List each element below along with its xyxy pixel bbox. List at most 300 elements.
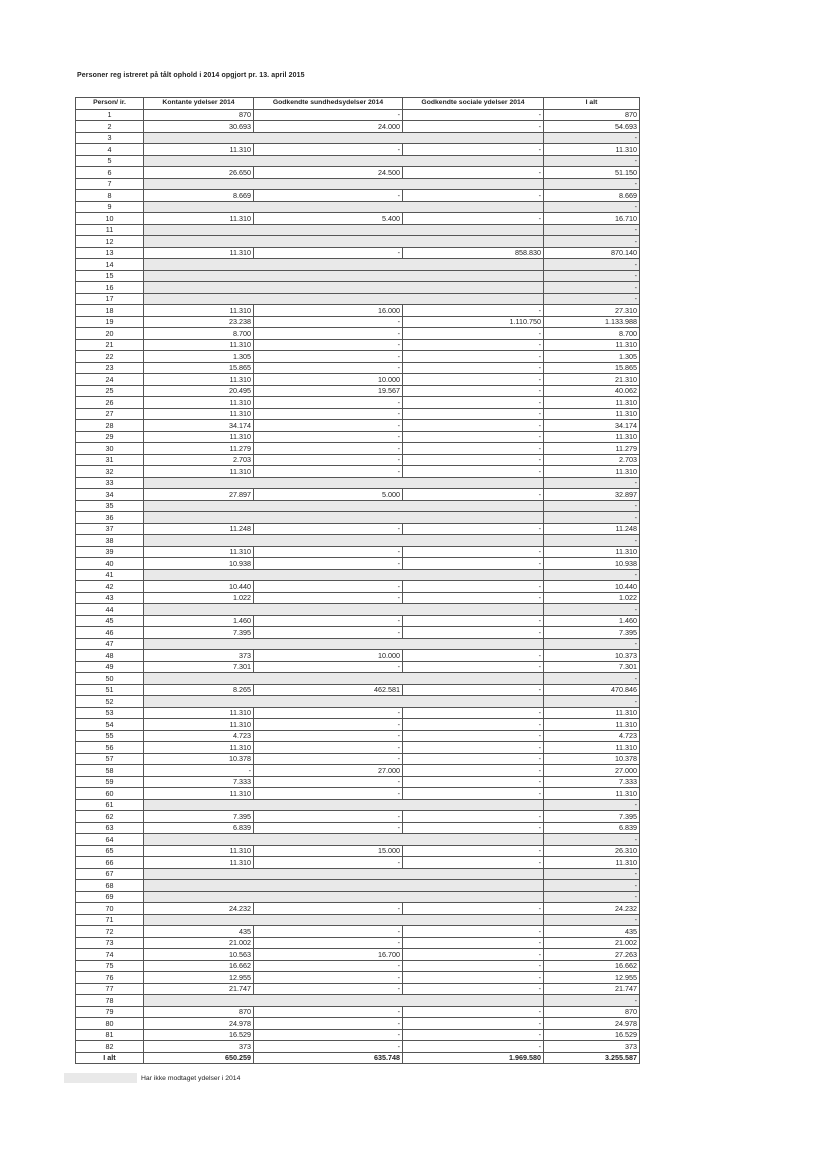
sociale-value: -: [403, 661, 544, 673]
total-kontante: 650.259: [144, 1052, 254, 1064]
table-row: [76, 155, 640, 167]
sundhed-value: -: [254, 960, 403, 972]
row-total: 8.669: [544, 190, 640, 202]
sociale-value: -: [403, 730, 544, 742]
no-benefits-cell: [144, 638, 544, 650]
kontante-value: 7.395: [144, 627, 254, 639]
table-row: [76, 684, 640, 696]
table-row: [76, 581, 640, 593]
sociale-value: -: [403, 397, 544, 409]
no-benefits-cell: [144, 236, 544, 248]
table-row: [76, 190, 640, 202]
row-total: 21.310: [544, 374, 640, 386]
person-number: 69: [76, 891, 144, 903]
row-total: 11.310: [544, 857, 640, 869]
person-number: 22: [76, 351, 144, 363]
person-number: 2: [76, 121, 144, 133]
sociale-value: -: [403, 558, 544, 570]
sundhed-value: -: [254, 742, 403, 754]
person-number: 19: [76, 316, 144, 328]
person-number: 33: [76, 477, 144, 489]
sociale-value: -: [403, 592, 544, 604]
person-number: 43: [76, 592, 144, 604]
row-total: -: [544, 880, 640, 892]
sundhed-value: 24.500: [254, 167, 403, 179]
sundhed-value: -: [254, 397, 403, 409]
no-benefits-cell: [144, 535, 544, 547]
person-number: 27: [76, 408, 144, 420]
legend-swatch: [64, 1073, 137, 1083]
person-number: 55: [76, 730, 144, 742]
person-number: 34: [76, 489, 144, 501]
person-number: 39: [76, 546, 144, 558]
document-title: Personer reg istreret på tålt ophold i 2014 opgjort pr. 13. april 2015: [77, 72, 305, 79]
kontante-value: 11.310: [144, 845, 254, 857]
row-total: 11.248: [544, 523, 640, 535]
total-label: I alt: [76, 1052, 144, 1064]
person-number: 28: [76, 420, 144, 432]
sundhed-value: -: [254, 592, 403, 604]
sociale-value: -: [403, 937, 544, 949]
kontante-value: 1.022: [144, 592, 254, 604]
person-number: 36: [76, 512, 144, 524]
no-benefits-cell: [144, 512, 544, 524]
table-row: [76, 569, 640, 581]
sundhed-value: -: [254, 339, 403, 351]
sundhed-value: -: [254, 443, 403, 455]
sundhed-value: -: [254, 1041, 403, 1053]
table-row: [76, 765, 640, 777]
sociale-value: -: [403, 1006, 544, 1018]
kontante-value: 1.460: [144, 615, 254, 627]
sociale-value: -: [403, 581, 544, 593]
table-row: [76, 328, 640, 340]
sundhed-value: -: [254, 661, 403, 673]
row-total: 1.305: [544, 351, 640, 363]
kontante-value: 11.310: [144, 546, 254, 558]
person-number: 40: [76, 558, 144, 570]
kontante-value: 11.310: [144, 857, 254, 869]
sundhed-value: 27.000: [254, 765, 403, 777]
sociale-value: -: [403, 949, 544, 961]
kontante-value: 24.978: [144, 1018, 254, 1030]
table-row: [76, 627, 640, 639]
table-row: [76, 420, 640, 432]
kontante-value: 11.310: [144, 707, 254, 719]
row-total: 1.022: [544, 592, 640, 604]
no-benefits-cell: [144, 155, 544, 167]
sociale-value: -: [403, 305, 544, 317]
row-total: 16.710: [544, 213, 640, 225]
person-number: 56: [76, 742, 144, 754]
person-number: 18: [76, 305, 144, 317]
person-number: 63: [76, 822, 144, 834]
person-number: 26: [76, 397, 144, 409]
sociale-value: -: [403, 144, 544, 156]
person-number: 31: [76, 454, 144, 466]
row-total: -: [544, 604, 640, 616]
row-total: 11.310: [544, 546, 640, 558]
row-total: -: [544, 673, 640, 685]
total-sociale: 1.969.580: [403, 1052, 544, 1064]
row-total: 27.263: [544, 949, 640, 961]
no-benefits-cell: [144, 270, 544, 282]
kontante-value: 12.955: [144, 972, 254, 984]
header-sociale: Godkendte sociale ydelser 2014: [403, 98, 544, 110]
kontante-value: 27.897: [144, 489, 254, 501]
table-row: [76, 983, 640, 995]
kontante-value: 11.310: [144, 374, 254, 386]
sociale-value: -: [403, 776, 544, 788]
sociale-value: -: [403, 960, 544, 972]
table-row: [76, 822, 640, 834]
kontante-value: 7.395: [144, 811, 254, 823]
person-number: 14: [76, 259, 144, 271]
person-number: 8: [76, 190, 144, 202]
sociale-value: -: [403, 742, 544, 754]
kontante-value: 16.662: [144, 960, 254, 972]
kontante-value: 7.301: [144, 661, 254, 673]
table-row: [76, 914, 640, 926]
sundhed-value: -: [254, 719, 403, 731]
table-row: [76, 799, 640, 811]
person-number: 37: [76, 523, 144, 535]
kontante-value: 435: [144, 926, 254, 938]
sundhed-value: -: [254, 1006, 403, 1018]
kontante-value: 8.669: [144, 190, 254, 202]
person-number: 21: [76, 339, 144, 351]
kontante-value: 30.693: [144, 121, 254, 133]
row-total: -: [544, 477, 640, 489]
table-row: [76, 753, 640, 765]
person-number: 7: [76, 178, 144, 190]
person-number: 53: [76, 707, 144, 719]
table-row: [76, 788, 640, 800]
table-row: [76, 305, 640, 317]
no-benefits-cell: [144, 604, 544, 616]
row-total: -: [544, 178, 640, 190]
table-row: [76, 443, 640, 455]
no-benefits-cell: [144, 868, 544, 880]
row-total: -: [544, 799, 640, 811]
row-total: -: [544, 224, 640, 236]
no-benefits-cell: [144, 178, 544, 190]
row-total: 21.747: [544, 983, 640, 995]
no-benefits-cell: [144, 201, 544, 213]
kontante-value: 11.310: [144, 431, 254, 443]
table-row: [76, 903, 640, 915]
sundhed-value: -: [254, 362, 403, 374]
sociale-value: -: [403, 788, 544, 800]
sundhed-value: -: [254, 523, 403, 535]
row-total: 27.310: [544, 305, 640, 317]
row-total: 6.839: [544, 822, 640, 834]
sundhed-value: -: [254, 546, 403, 558]
person-number: 9: [76, 201, 144, 213]
table-row: [76, 282, 640, 294]
sociale-value: -: [403, 753, 544, 765]
sundhed-value: -: [254, 431, 403, 443]
kontante-value: 11.310: [144, 408, 254, 420]
table-row: [76, 558, 640, 570]
row-total: 10.440: [544, 581, 640, 593]
table-row: [76, 121, 640, 133]
person-number: 5: [76, 155, 144, 167]
table-row: [76, 845, 640, 857]
person-number: 44: [76, 604, 144, 616]
table-row: [76, 661, 640, 673]
row-total: 11.310: [544, 397, 640, 409]
table-row: [76, 719, 640, 731]
kontante-value: 4.723: [144, 730, 254, 742]
person-number: 77: [76, 983, 144, 995]
table-row: [76, 949, 640, 961]
no-benefits-cell: [144, 891, 544, 903]
table-row: [76, 454, 640, 466]
no-benefits-cell: [144, 293, 544, 305]
no-benefits-cell: [144, 696, 544, 708]
person-number: 73: [76, 937, 144, 949]
table-row: [76, 1041, 640, 1053]
kontante-value: 10.378: [144, 753, 254, 765]
table-row: [76, 937, 640, 949]
no-benefits-cell: [144, 569, 544, 581]
row-total: 10.378: [544, 753, 640, 765]
no-benefits-cell: [144, 880, 544, 892]
person-number: 68: [76, 880, 144, 892]
person-number: 25: [76, 385, 144, 397]
table-row: [76, 500, 640, 512]
row-total: 870: [544, 109, 640, 121]
kontante-value: 11.310: [144, 213, 254, 225]
legend: [64, 1073, 240, 1083]
table-row: [76, 776, 640, 788]
no-benefits-cell: [144, 282, 544, 294]
table-row: [76, 880, 640, 892]
sociale-value: -: [403, 822, 544, 834]
table-row: [76, 926, 640, 938]
row-total: -: [544, 512, 640, 524]
kontante-value: 870: [144, 1006, 254, 1018]
table-header-row: [76, 98, 640, 110]
table-row: [76, 834, 640, 846]
kontante-value: 10.563: [144, 949, 254, 961]
sundhed-value: -: [254, 420, 403, 432]
person-number: 3: [76, 132, 144, 144]
person-number: 13: [76, 247, 144, 259]
row-total: 7.395: [544, 811, 640, 823]
row-total: 11.310: [544, 466, 640, 478]
sundhed-value: 10.000: [254, 650, 403, 662]
sundhed-value: -: [254, 328, 403, 340]
header-sundhed: Godkendte sundhedsydelser 2014: [254, 98, 403, 110]
sociale-value: -: [403, 374, 544, 386]
row-total: 8.700: [544, 328, 640, 340]
no-benefits-cell: [144, 799, 544, 811]
row-total: -: [544, 868, 640, 880]
person-number: 58: [76, 765, 144, 777]
sociale-value: -: [403, 1018, 544, 1030]
sundhed-value: -: [254, 247, 403, 259]
person-number: 29: [76, 431, 144, 443]
row-total: 12.955: [544, 972, 640, 984]
sundhed-value: -: [254, 972, 403, 984]
person-number: 50: [76, 673, 144, 685]
kontante-value: 10.938: [144, 558, 254, 570]
kontante-value: -: [144, 765, 254, 777]
table-row: [76, 1018, 640, 1030]
sociale-value: -: [403, 489, 544, 501]
sundhed-value: -: [254, 926, 403, 938]
sociale-value: -: [403, 523, 544, 535]
legend-text: Har ikke modtaget ydelser i 2014: [141, 1074, 241, 1082]
sundhed-value: -: [254, 1029, 403, 1041]
sundhed-value: -: [254, 408, 403, 420]
row-total: 1.133.988: [544, 316, 640, 328]
row-total: -: [544, 914, 640, 926]
kontante-value: 11.248: [144, 523, 254, 535]
table-row: [76, 960, 640, 972]
kontante-value: 15.865: [144, 362, 254, 374]
sociale-value: -: [403, 362, 544, 374]
sundhed-value: 462.581: [254, 684, 403, 696]
sundhed-value: 10.000: [254, 374, 403, 386]
sundhed-value: 19.567: [254, 385, 403, 397]
person-number: 70: [76, 903, 144, 915]
person-number: 67: [76, 868, 144, 880]
sociale-value: -: [403, 328, 544, 340]
table-row: [76, 466, 640, 478]
kontante-value: 26.650: [144, 167, 254, 179]
row-total: 11.310: [544, 408, 640, 420]
row-total: 15.865: [544, 362, 640, 374]
row-total: 54.693: [544, 121, 640, 133]
sociale-value: 1.110.750: [403, 316, 544, 328]
table-row: [76, 339, 640, 351]
kontante-value: 11.310: [144, 247, 254, 259]
table-row: [76, 397, 640, 409]
row-total: -: [544, 638, 640, 650]
row-total: 10.938: [544, 558, 640, 570]
table-row: [76, 730, 640, 742]
person-number: 12: [76, 236, 144, 248]
table-row: [76, 144, 640, 156]
table-row: [76, 1006, 640, 1018]
sociale-value: -: [403, 121, 544, 133]
row-total: 470.846: [544, 684, 640, 696]
row-total: 373: [544, 1041, 640, 1053]
table-row: [76, 247, 640, 259]
row-total: -: [544, 535, 640, 547]
table-row: [76, 811, 640, 823]
kontante-value: 34.174: [144, 420, 254, 432]
table-row: [76, 385, 640, 397]
table-row: [76, 259, 640, 271]
person-number: 74: [76, 949, 144, 961]
sociale-value: -: [403, 972, 544, 984]
sociale-value: -: [403, 627, 544, 639]
sundhed-value: -: [254, 466, 403, 478]
sundhed-value: 15.000: [254, 845, 403, 857]
sociale-value: -: [403, 983, 544, 995]
person-number: 59: [76, 776, 144, 788]
row-total: -: [544, 270, 640, 282]
sundhed-value: -: [254, 822, 403, 834]
no-benefits-cell: [144, 995, 544, 1007]
person-number: 24: [76, 374, 144, 386]
header-kontante: Kontante ydelser 2014: [144, 98, 254, 110]
table-row: [76, 523, 640, 535]
row-total: -: [544, 995, 640, 1007]
person-number: 23: [76, 362, 144, 374]
table-row: [76, 512, 640, 524]
sociale-value: -: [403, 857, 544, 869]
sundhed-value: -: [254, 983, 403, 995]
table-row: [76, 374, 640, 386]
no-benefits-cell: [144, 834, 544, 846]
person-number: 75: [76, 960, 144, 972]
sociale-value: -: [403, 454, 544, 466]
kontante-value: 373: [144, 650, 254, 662]
person-number: 57: [76, 753, 144, 765]
row-total: 16.662: [544, 960, 640, 972]
sundhed-value: -: [254, 144, 403, 156]
sociale-value: -: [403, 903, 544, 915]
person-number: 71: [76, 914, 144, 926]
kontante-value: 8.700: [144, 328, 254, 340]
row-total: 40.062: [544, 385, 640, 397]
sundhed-value: -: [254, 857, 403, 869]
table-row: [76, 696, 640, 708]
sociale-value: -: [403, 1029, 544, 1041]
row-total: 11.310: [544, 719, 640, 731]
row-total: 11.310: [544, 431, 640, 443]
sociale-value: -: [403, 845, 544, 857]
sundhed-value: -: [254, 627, 403, 639]
row-total: 34.174: [544, 420, 640, 432]
row-total: 27.000: [544, 765, 640, 777]
person-number: 16: [76, 282, 144, 294]
total-sundhed: 635.748: [254, 1052, 403, 1064]
table-row: [76, 236, 640, 248]
row-total: 11.279: [544, 443, 640, 455]
kontante-value: 8.265: [144, 684, 254, 696]
table-row: [76, 650, 640, 662]
person-number: 4: [76, 144, 144, 156]
person-number: 60: [76, 788, 144, 800]
row-total: -: [544, 696, 640, 708]
kontante-value: 7.333: [144, 776, 254, 788]
row-total: 7.395: [544, 627, 640, 639]
total-i-alt: 3.255.587: [544, 1052, 640, 1064]
kontante-value: 11.310: [144, 719, 254, 731]
person-number: 30: [76, 443, 144, 455]
sundhed-value: -: [254, 1018, 403, 1030]
sociale-value: -: [403, 707, 544, 719]
no-benefits-cell: [144, 477, 544, 489]
person-number: 80: [76, 1018, 144, 1030]
sociale-value: -: [403, 719, 544, 731]
row-total: 435: [544, 926, 640, 938]
sociale-value: -: [403, 443, 544, 455]
total-row: [76, 1052, 640, 1064]
sundhed-value: -: [254, 937, 403, 949]
kontante-value: 23.238: [144, 316, 254, 328]
row-total: 11.310: [544, 707, 640, 719]
sociale-value: -: [403, 431, 544, 443]
sociale-value: -: [403, 408, 544, 420]
header-i-alt: I alt: [544, 98, 640, 110]
